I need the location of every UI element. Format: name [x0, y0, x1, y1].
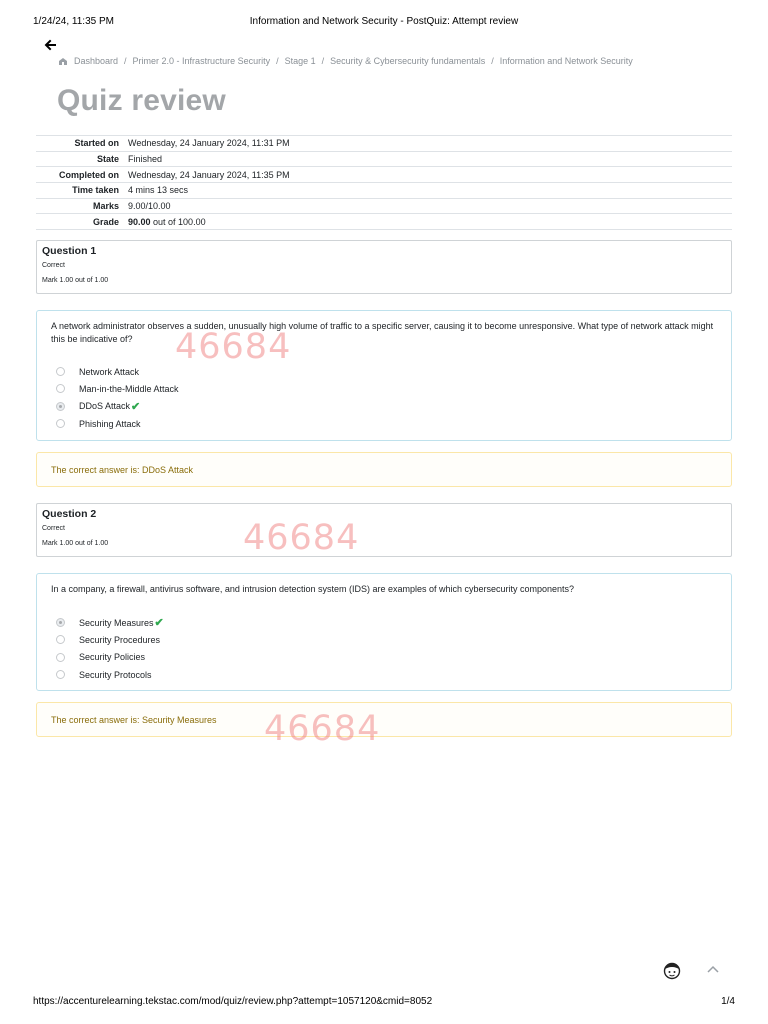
summary-value: [128, 214, 732, 230]
print-header: [33, 16, 735, 30]
summary-row-completed: [36, 167, 732, 183]
radio-button[interactable]: [56, 653, 65, 662]
answer-option[interactable]: [51, 380, 717, 397]
question-formulation: [36, 573, 732, 691]
answer-option[interactable]: [51, 363, 717, 380]
answer-label: Phishing Attack: [79, 418, 141, 429]
radio-button[interactable]: [56, 635, 65, 644]
question-state: Correct: [42, 525, 65, 532]
attempt-summary-table: [36, 135, 732, 230]
breadcrumb-separator: /: [491, 56, 494, 66]
question-mark: Mark 1.00 out of 1.00: [42, 540, 109, 547]
question-mark: Mark 1.00 out of 1.00: [42, 277, 109, 284]
summary-row-time-taken: [36, 183, 732, 199]
answer-label: Man-in-the-Middle Attack: [79, 383, 179, 394]
arrow-left-icon[interactable]: [44, 38, 60, 54]
radio-button-selected[interactable]: [56, 402, 65, 411]
summary-row-state: [36, 151, 732, 167]
answer-option[interactable]: [51, 398, 717, 415]
question-number: Question 2: [42, 508, 97, 520]
summary-label: State: [96, 154, 119, 165]
radio-button[interactable]: [56, 670, 65, 679]
breadcrumb-item-section[interactable]: Security & Cybersecurity fundamentals: [330, 56, 486, 66]
summary-label: Started on: [74, 138, 119, 149]
correct-answer-feedback: The correct answer is: DDoS Attack: [36, 452, 732, 487]
summary-row-marks: [36, 198, 732, 214]
radio-button[interactable]: [56, 384, 65, 393]
question-formulation: [36, 310, 732, 441]
answer-option[interactable]: [51, 666, 717, 683]
summary-row-grade: [36, 214, 732, 230]
page-title: Quiz review: [57, 84, 226, 117]
answer-label: DDoS Attack: [79, 401, 131, 412]
breadcrumb-separator: /: [276, 56, 279, 66]
answer-options: [51, 614, 717, 683]
radio-button[interactable]: [56, 419, 65, 428]
summary-label: Grade: [92, 216, 119, 227]
answer-label: Security Protocols: [79, 669, 152, 680]
question-text: A network administrator observes a sudden, unusually high volume of traffic to a specific server, causing it to become unresponsive. What type of network attack might this be indicative of?: [51, 321, 714, 344]
answer-label: Security Procedures: [79, 634, 161, 645]
print-page-title: Information and Network Security - PostQuiz: Attempt review: [249, 16, 519, 27]
breadcrumb-item-dashboard[interactable]: Dashboard: [74, 56, 119, 66]
breadcrumb-item-quiz[interactable]: Information and Network Security: [499, 56, 633, 66]
breadcrumb-item-stage[interactable]: Stage 1: [284, 56, 316, 66]
answer-label: Security Measures: [79, 617, 154, 628]
breadcrumb-item-course[interactable]: Primer 2.0 - Infrastructure Security: [132, 56, 271, 66]
watermark: 46684: [175, 327, 292, 367]
breadcrumb-separator: /: [321, 56, 325, 66]
grade-total: out of 100.00: [150, 216, 206, 227]
question-text: In a company, a firewall, antivirus software, and intrusion detection system (IDS) are examples of which cybersecurity components?: [51, 584, 575, 594]
question-number: Question 1: [42, 245, 97, 257]
answer-label: Network Attack: [79, 366, 140, 377]
summary-label: Completed on: [59, 169, 119, 180]
question-info: [36, 503, 732, 557]
print-page-number: 1/4: [721, 996, 735, 1007]
print-url: https://accenturelearning.tekstac.com/mod/quiz/review.php?attempt=1057120&cmid=8052: [33, 996, 433, 1007]
check-icon: ✔: [154, 617, 164, 630]
avatar-icon[interactable]: [662, 961, 682, 981]
print-datetime: 1/24/24, 11:35 PM: [33, 16, 114, 27]
watermark: 46684: [243, 518, 360, 558]
radio-button[interactable]: [56, 367, 65, 376]
summary-label: Marks: [92, 201, 119, 212]
answer-option[interactable]: [51, 631, 717, 648]
grade-value: 90.00: [128, 216, 151, 227]
summary-value: Wednesday, 24 January 2024, 11:35 PM: [128, 169, 290, 180]
correct-answer-feedback: The correct answer is: Security Measures: [36, 702, 732, 737]
summary-value: Finished: [128, 154, 163, 165]
summary-value: Wednesday, 24 January 2024, 11:31 PM: [128, 138, 290, 149]
watermark: 46684: [264, 709, 381, 749]
summary-row-started: [36, 136, 732, 152]
question-info: [36, 240, 732, 294]
print-footer: [33, 996, 735, 1010]
check-icon: ✔: [131, 400, 141, 413]
answer-option[interactable]: [51, 649, 717, 666]
answer-options: [51, 363, 717, 432]
summary-value: 9.00/10.00: [128, 201, 171, 212]
summary-value: 4 mins 13 secs: [128, 185, 189, 196]
answer-label: Security Policies: [79, 652, 146, 663]
breadcrumb: [58, 56, 633, 66]
chevron-up-icon[interactable]: [704, 961, 722, 979]
summary-label: Time taken: [72, 185, 119, 196]
home-icon[interactable]: [58, 57, 68, 65]
radio-button-selected[interactable]: [56, 618, 65, 627]
answer-option[interactable]: [51, 415, 717, 432]
breadcrumb-separator: /: [124, 56, 127, 66]
question-state: Correct: [42, 262, 65, 269]
answer-option[interactable]: [51, 614, 717, 631]
